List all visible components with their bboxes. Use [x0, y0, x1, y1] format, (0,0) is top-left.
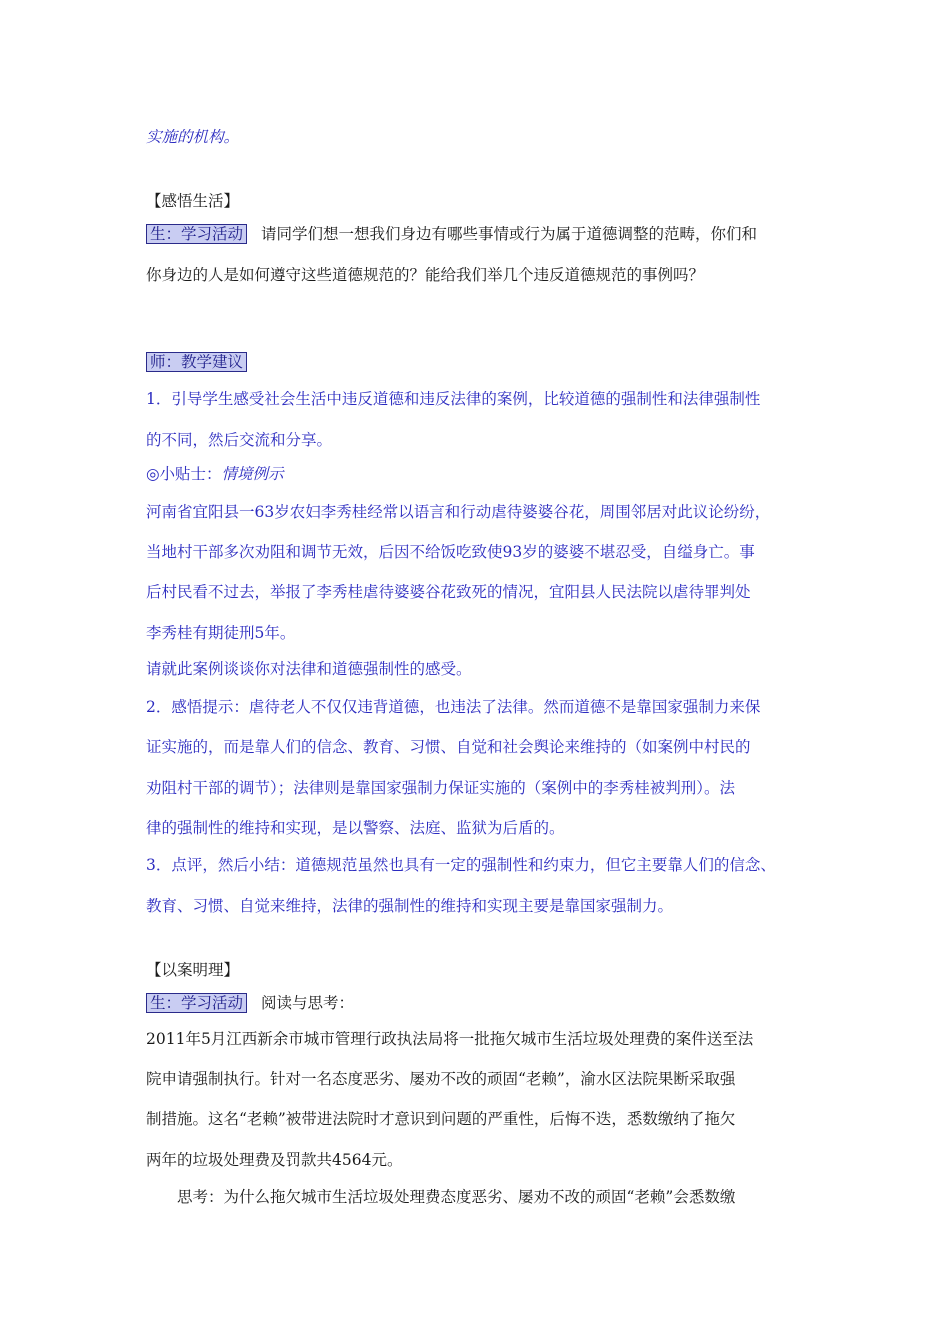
text-line: 2011年5月江西新余市城市管理行政执法局将一批拖欠城市生活垃圾处理费的案件送至法	[146, 1030, 754, 1048]
text-line: 思考：为什么拖欠城市生活垃圾处理费态度恶劣、屡劝不改的顽固“老赖”会悉数缴	[177, 1188, 736, 1206]
text-line: 两年的垃圾处理费及罚款共4564元。	[146, 1151, 403, 1169]
text-line: 1．引导学生感受社会生活中违反道德和违反法律的案例，比较道德的强制性和法律强制性	[146, 390, 761, 408]
teaching-tag: 师：教学建议	[146, 352, 247, 372]
text-line: ◎小贴士：情境例示	[146, 465, 284, 483]
text-line: 劝阻村干部的调节）；法律则是靠国家强制力保证实施的（案例中的李秀桂被判刑）。法	[146, 779, 736, 797]
text-line: 当地村干部多次劝阻和调节无效，后因不给饭吃致使93岁的婆婆不堪忍受，自缢身亡。事	[146, 543, 755, 561]
text-line: 2．感悟提示：虐待老人不仅仅违背道德，也违法了法律。然而道德不是靠国家强制力来保	[146, 698, 761, 716]
text-line	[146, 352, 261, 372]
section-heading: 【以案明理】	[146, 961, 240, 979]
text-line: 教育、习惯、自觉来维持，法律的强制性的维持和实现主要是靠国家强制力。	[146, 897, 674, 915]
text-line: 生：学习活动 阅读与思考：	[146, 993, 354, 1013]
activity-tag: 生：学习活动	[146, 224, 247, 244]
text-line: 的不同，然后交流和分享。	[146, 431, 333, 449]
text-line: 律的强制性的维持和实现，是以警察、法庭、监狱为后盾的。	[146, 819, 565, 837]
text-line: 请就此案例谈谈你对法律和道德强制性的感受。	[146, 660, 472, 678]
text-line: 实施的机构。	[146, 128, 240, 146]
text-line: 李秀桂有期徒刑5年。	[146, 624, 296, 642]
text-line: 生：学习活动 请同学们想一想我们身边有哪些事情或行为属于道德调整的范畴，你们和	[146, 224, 757, 244]
text-line: 制措施。这名“老赖”被带进法院时才意识到问题的严重性，后悔不迭，悉数缴纳了拖欠	[146, 1110, 736, 1128]
text-line: 证实施的，而是靠人们的信念、教育、习惯、自觉和社会舆论来维持的（如案例中村民的	[146, 738, 751, 756]
text-line: 河南省宜阳县一63岁农妇李秀桂经常以语言和行动虐待婆婆谷花，周围邻居对此议论纷纷，	[146, 503, 771, 521]
text-line: 院申请强制执行。针对一名态度恶劣、屡劝不改的顽固“老赖”，渝水区法院果断采取强	[146, 1070, 736, 1088]
text-line: 后村民看不过去，举报了李秀桂虐待婆婆谷花致死的情况，宜阳县人民法院以虐待罪判处	[146, 583, 751, 601]
activity-tag: 生：学习活动	[146, 993, 247, 1013]
section-heading: 【感悟生活】	[146, 192, 240, 210]
text-line: 你身边的人是如何遵守这些道德规范的？能给我们举几个违反道德规范的事例吗？	[146, 266, 705, 284]
text-line: 3．点评，然后小结：道德规范虽然也具有一定的强制性和约束力，但它主要靠人们的信念、	[146, 856, 776, 874]
